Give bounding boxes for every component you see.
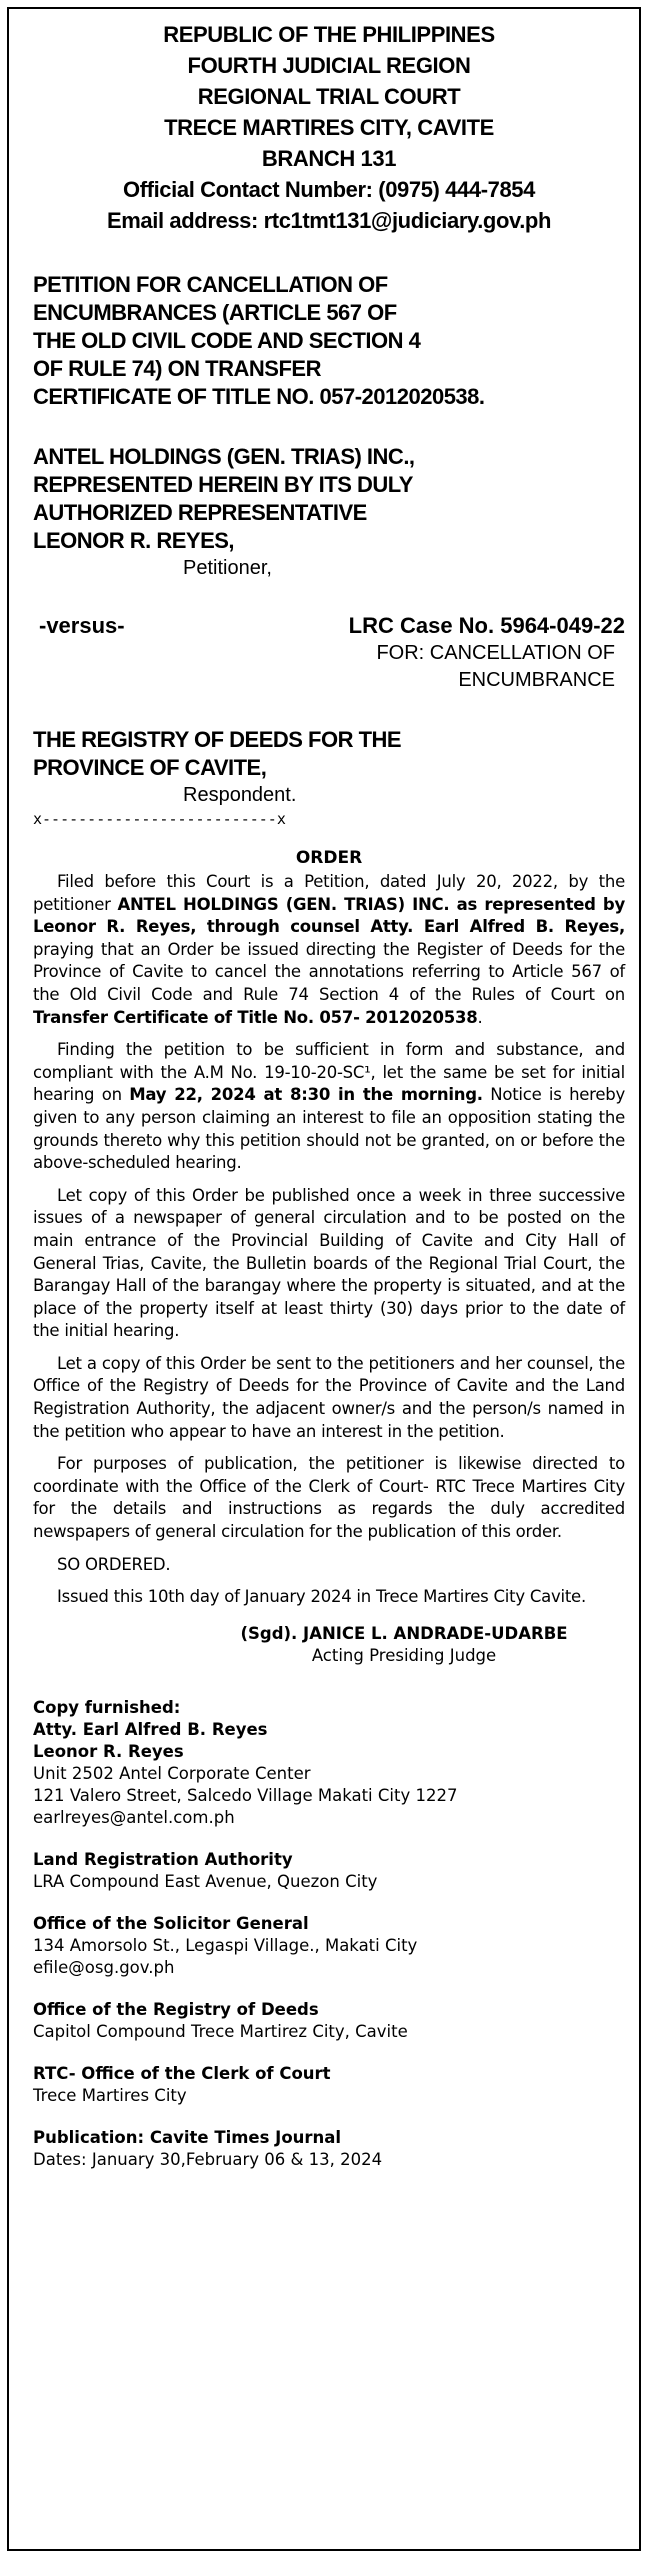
- separator-line: x--------------------------x: [33, 810, 286, 828]
- case-for-line1: FOR: CANCELLATION OF: [376, 642, 615, 664]
- publication-block: [33, 2127, 625, 2171]
- header-court: REGIONAL TRIAL COURT: [197, 84, 461, 109]
- rtc-address: Trece Martires City: [33, 2085, 187, 2105]
- copy-furnished-rtc: [33, 2063, 625, 2107]
- counsel-email: earlreyes@antel.com.ph: [33, 1807, 235, 1827]
- text-run-bold: ANTEL HOLDINGS (GEN. TRIAS) INC. as represented by Leonor R. Reyes, through counsel Atty. Earl Alfred B. Reyes,: [33, 894, 625, 937]
- petition-title-line: CERTIFICATE OF TITLE NO. 057-2012020538.: [33, 384, 485, 409]
- header-contact: Official Contact Number: (0975) 444-7854: [123, 177, 535, 202]
- respondent-line: PROVINCE OF CAVITE,: [33, 755, 267, 780]
- header-branch: BRANCH 131: [261, 146, 397, 171]
- petitioner-role: Petitioner,: [183, 557, 272, 579]
- osg-email: efile@osg.gov.ph: [33, 1957, 175, 1977]
- petition-title-line: THE OLD CIVIL CODE AND SECTION 4: [33, 328, 421, 353]
- lra-name: Land Registration Authority: [33, 1849, 293, 1869]
- petitioner-line: LEONOR R. REYES,: [33, 528, 235, 553]
- petition-title-line: PETITION FOR CANCELLATION OF: [33, 272, 388, 297]
- order-paragraph-5: For purposes of publication, the petitioner is likewise directed to coordinate with the Office of the Clerk of Court- RTC Trece Martires City for the details and instructions as regards the duly accredited newspapers of general circulation for the publication of this order.: [33, 1454, 625, 1542]
- copy-furnished-counsel: [33, 1697, 625, 1829]
- judge-title: Acting Presiding Judge: [311, 1645, 497, 1665]
- case-for-line2: ENCUMBRANCE: [458, 669, 615, 691]
- text-run: praying that an Order be issued directing the Register of Deeds for the Province of Cavite to cancel the annotations referring to Article 567 of the Old Civil Code and Rule 74 Section 4 of the Rules of Court on: [33, 939, 625, 1004]
- court-header: [33, 19, 625, 236]
- respondent-role: Respondent.: [183, 784, 297, 806]
- osg-name: Office of the Solicitor General: [33, 1913, 309, 1933]
- text-run: Finding the petition to be sufficient in form and substance, and compliant with the A.M No. 19-10-20-SC¹, let the same be set for initial hearing on: [33, 1040, 625, 1105]
- header-email: Email address: rtc1tmt131@judiciary.gov.ph: [107, 208, 551, 233]
- representative-name: Leonor R. Reyes: [33, 1741, 184, 1761]
- header-region: FOURTH JUDICIAL REGION: [187, 53, 471, 78]
- case-row: [33, 612, 625, 640]
- petitioner-line: AUTHORIZED REPRESENTATIVE: [33, 500, 367, 525]
- copy-furnished-osg: [33, 1913, 625, 1979]
- text-run: .: [477, 1007, 483, 1027]
- counsel-address-line1: Unit 2502 Antel Corporate Center: [33, 1763, 311, 1783]
- publication-label: Publication: Cavite Times Journal: [33, 2127, 342, 2147]
- signature-block: [33, 1623, 625, 1667]
- rtc-name: RTC- Office of the Clerk of Court: [33, 2063, 331, 2083]
- so-ordered: SO ORDERED.: [57, 1554, 171, 1574]
- counsel-name: Atty. Earl Alfred B. Reyes: [33, 1719, 268, 1739]
- text-run: Filed before this Court is a Petition, dated July 20, 2022, by the petitioner: [33, 872, 625, 914]
- publication-dates: Dates: January 30,February 06 & 13, 2024: [33, 2149, 383, 2169]
- petitioner-line: ANTEL HOLDINGS (GEN. TRIAS) INC.,: [33, 444, 415, 469]
- petition-title-line: ENCUMBRANCES (ARTICLE 567 OF: [33, 300, 397, 325]
- petition-title: [33, 271, 625, 411]
- petitioner-line: REPRESENTED HEREIN BY ITS DULY: [33, 472, 413, 497]
- petition-title-line: OF RULE 74) ON TRANSFER: [33, 356, 321, 381]
- order-paragraph-4: Let a copy of this Order be sent to the petitioners and her counsel, the Office of the Registry of Deeds for the Province of Cavite and the Land Registration Authority, the adjacent owner/s and the person/s named in the petition who appear to have an interest in the petition.: [33, 1353, 625, 1441]
- issued-line: Issued this 10th day of January 2024 in Trece Martires City Cavite.: [57, 1587, 586, 1607]
- text-run: Notice is hereby given to any person claiming an interest to file an opposition stating the grounds thereto why this petition should not be granted, on or before the above-scheduled hearing.: [33, 1085, 625, 1173]
- lra-address: LRA Compound East Avenue, Quezon City: [33, 1871, 378, 1891]
- order-paragraph-3: Let copy of this Order be published once a week in three successive issues of a newspaper of general circulation and to be posted on the main entrance of the Provincial Building of Cavite and City Hall of General Trias, Cavite, the Bulletin boards of the Regional Trial Court, the Barangay Hall of the barangay where the property is situated, and at the place of the property itself at least thirty (30) days prior to the date of the initial hearing.: [33, 1185, 625, 1341]
- rod-name: Office of the Registry of Deeds: [33, 1999, 319, 2019]
- text-run-bold: May 22, 2024 at 8:30 in the morning.: [129, 1085, 483, 1105]
- order-paragraph-2: [33, 1039, 625, 1175]
- order-paragraph-1: [33, 871, 625, 1029]
- respondent-block: [33, 726, 625, 782]
- header-republic: REPUBLIC OF THE PHILIPPINES: [163, 22, 495, 47]
- versus-label: -versus-: [39, 613, 125, 638]
- osg-address: 134 Amorsolo St., Legaspi Village., Makati City: [33, 1935, 418, 1955]
- judge-name: (Sgd). JANICE L. ANDRADE-UDARBE: [240, 1623, 568, 1643]
- legal-notice-page: [7, 7, 641, 2551]
- petitioner-block: [33, 443, 625, 555]
- copy-furnished-heading: Copy furnished:: [33, 1697, 181, 1717]
- case-number: LRC Case No. 5964-049-22: [348, 613, 625, 638]
- respondent-line: THE REGISTRY OF DEEDS FOR THE: [33, 727, 402, 752]
- counsel-address-line2: 121 Valero Street, Salcedo Village Makati City 1227: [33, 1785, 458, 1805]
- order-heading: ORDER: [295, 848, 363, 868]
- copy-furnished-rod: [33, 1999, 625, 2043]
- text-run-bold: Transfer Certificate of Title No. 057- 2012020538: [33, 1007, 478, 1027]
- rod-address: Capitol Compound Trece Martirez City, Cavite: [33, 2021, 408, 2041]
- header-city: TRECE MARTIRES CITY, CAVITE: [164, 115, 494, 140]
- copy-furnished-lra: [33, 1849, 625, 1893]
